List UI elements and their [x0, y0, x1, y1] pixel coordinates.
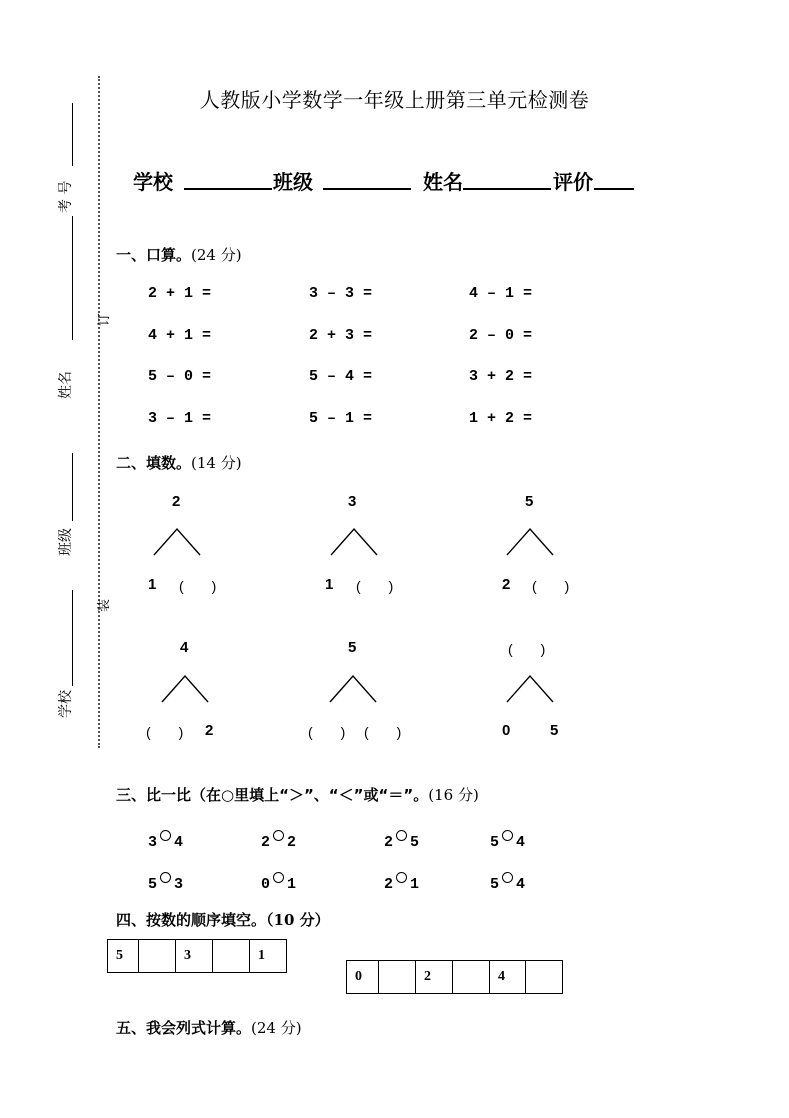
school-line[interactable] [72, 590, 73, 686]
tree-right-blank[interactable]: ( ) [179, 578, 217, 594]
tree-top-number: 5 [525, 493, 534, 510]
sequence-table-b [346, 960, 563, 994]
equation: 4 – 1 = [469, 285, 533, 302]
sequence-cell-blank[interactable] [213, 940, 250, 973]
section1-heading: 一、口算。(24 分) [116, 246, 242, 264]
compare-item: 2 5 [384, 830, 419, 851]
answer-circle-icon[interactable] [396, 830, 407, 841]
answer-circle-icon[interactable] [273, 830, 284, 841]
sequence-cell: 3 [176, 940, 213, 973]
tree-top-number: 2 [172, 493, 181, 510]
sequence-cell: 0 [347, 961, 379, 994]
answer-circle-icon[interactable] [160, 872, 171, 883]
equation: 5 – 1 = [309, 410, 373, 427]
compare-item: 3 4 [148, 830, 183, 851]
binding-mark-zhuang: 装 [97, 598, 112, 612]
answer-circle-icon[interactable] [502, 830, 513, 841]
sequence-cell: 1 [250, 940, 287, 973]
tree-right-number: 2 [205, 722, 214, 739]
section5-heading: 五、我会列式计算。(24 分) [116, 1019, 302, 1037]
tree-top-blank[interactable]: ( ) [508, 641, 546, 657]
margin-school-label: 学校 [58, 690, 74, 718]
exam-number-label: 考 号 [58, 180, 74, 213]
equation: 4 + 1 = [148, 327, 212, 344]
answer-circle-icon[interactable] [160, 830, 171, 841]
school-field-blank[interactable] [184, 188, 272, 190]
tree-left-blank[interactable]: ( ) [308, 724, 346, 740]
tree-left-blank[interactable]: ( ) [146, 724, 184, 740]
split-tree-icon [154, 529, 201, 555]
equation: 2 + 1 = [148, 285, 212, 302]
tree-top-number: 5 [348, 639, 357, 656]
tree-right-number: 5 [550, 722, 559, 739]
school-field-label: 学校 [133, 170, 173, 194]
tree-right-blank[interactable]: ( ) [532, 578, 570, 594]
section3-points: (16 分) [428, 786, 479, 804]
compare-item: 5 4 [490, 872, 525, 893]
section4-points: （10 分） [266, 911, 330, 929]
sequence-cell-blank[interactable] [379, 961, 416, 994]
compare-item: 2 1 [384, 872, 419, 893]
equation: 3 – 3 = [309, 285, 373, 302]
split-tree-icon [331, 529, 378, 555]
compare-item: 5 4 [490, 830, 525, 851]
section3-heading: 三、比一比（在○里填上“＞”、“＜”或“＝”。(16 分) [116, 786, 479, 804]
answer-circle-icon[interactable] [273, 872, 284, 883]
tree-left-number: 1 [325, 576, 334, 593]
split-tree-icon [507, 676, 554, 702]
equation: 3 – 1 = [148, 410, 212, 427]
tree-top-number: 3 [348, 493, 357, 510]
equation: 3 + 2 = [469, 368, 533, 385]
tree-left-number: 1 [148, 576, 157, 593]
name-field-blank[interactable] [463, 188, 551, 190]
name-field-label: 姓名 [423, 170, 463, 194]
margin-name-label: 姓名 [58, 371, 74, 399]
section5-points: (24 分) [251, 1019, 302, 1037]
name-line[interactable] [72, 216, 73, 340]
compare-item: 5 3 [148, 872, 183, 893]
margin-class-label: 班级 [58, 528, 74, 556]
equation: 2 – 0 = [469, 327, 533, 344]
split-tree-icon [507, 529, 554, 555]
sequence-cell: 2 [416, 961, 453, 994]
compare-item: 0 1 [261, 872, 296, 893]
tree-left-number: 2 [502, 576, 511, 593]
sequence-table-a [107, 939, 287, 973]
sequence-cell: 4 [490, 961, 526, 994]
split-tree-icon [162, 676, 209, 702]
class-field-label: 班级 [273, 170, 313, 194]
tree-right-blank[interactable]: ( ) [356, 578, 394, 594]
section2-heading: 二、填数。(14 分) [116, 454, 242, 472]
binding-mark-ding: 订 [97, 312, 112, 326]
binding-dotted-line [98, 76, 100, 748]
grade-field-label: 评价 [553, 170, 593, 194]
grade-field-blank[interactable] [594, 188, 634, 190]
tree-top-number: 4 [180, 639, 189, 656]
equation: 2 + 3 = [309, 327, 373, 344]
equation: 5 – 0 = [148, 368, 212, 385]
split-tree-icon [330, 676, 377, 702]
page-title: 人教版小学数学一年级上册第三单元检测卷 [199, 88, 590, 112]
class-field-blank[interactable] [323, 188, 411, 190]
sequence-cell-blank[interactable] [453, 961, 490, 994]
sequence-cell: 5 [108, 940, 139, 973]
tree-left-number: 0 [502, 722, 511, 739]
section2-points: (14 分) [191, 454, 242, 472]
sequence-cell-blank[interactable] [139, 940, 176, 973]
answer-circle-icon[interactable] [396, 872, 407, 883]
equation: 1 + 2 = [469, 410, 533, 427]
compare-item: 2 2 [261, 830, 296, 851]
class-line[interactable] [72, 453, 73, 521]
section4-heading: 四、按数的顺序填空。（10 分） [116, 911, 330, 929]
equation: 5 – 4 = [309, 368, 373, 385]
tree-right-blank[interactable]: ( ) [364, 724, 402, 740]
answer-circle-icon[interactable] [502, 872, 513, 883]
sequence-cell-blank[interactable] [526, 961, 563, 994]
section1-points: (24 分) [191, 246, 242, 264]
